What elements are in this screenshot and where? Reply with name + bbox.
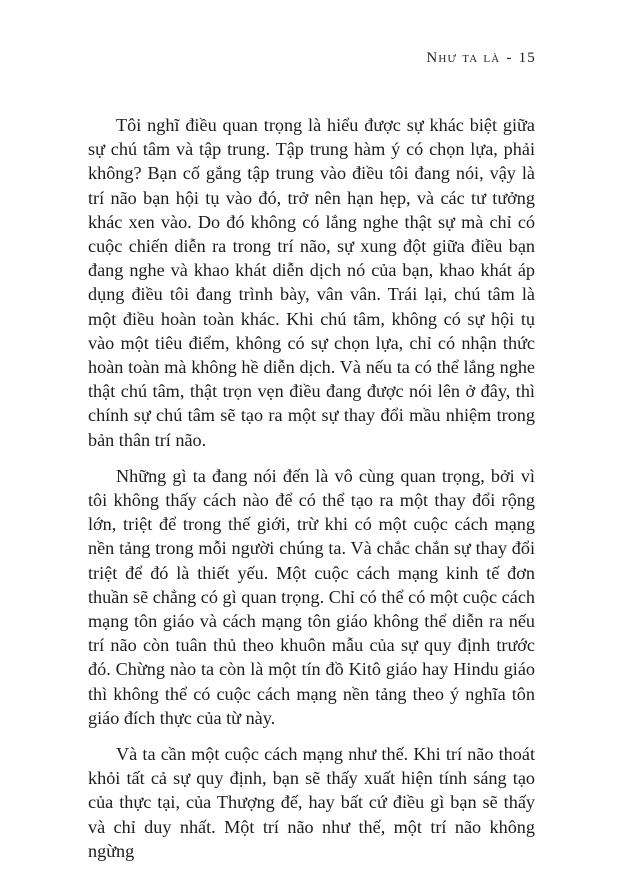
body-text <box>88 113 535 863</box>
page-number: 15 <box>518 50 536 66</box>
running-header-title: Như ta là <box>426 50 501 66</box>
paragraph-3: Và ta cần một cuộc cách mạng như thế. Khi trí não thoát khỏi tất cả sự quy định, bạn sẽ thấy xuất hiện tính sáng tạo của thực tại, của Thượng đế, hay bất cứ điều gì bạn sẽ thấy và chỉ duy nhất. Một trí não như thế, một trí não không ngừng <box>88 744 535 861</box>
paragraph-1: Tôi nghĩ điều quan trọng là hiểu được sự khác biệt giữa sự chú tâm và tập trung. Tập trung hàm ý có chọn lựa, phải không? Bạn cố gắng tập trung vào điều tôi đang nói, vậy là trí não bạn hội tụ vào đó, trở nên hạn hẹp, và các tư tưởng khác xen vào. Do đó không có lắng nghe thật sự mà chỉ có cuộc chiến diễn ra trong trí não, sự xung đột giữa điều bạn đang nghe và khao khát diễn dịch nó của bạn, khao khát áp dụng điều tôi đang trình bày, vân vân. Trái lại, chú tâm là một điều hoàn toàn khác. Khi chú tâm, không có sự hội tụ vào một tiêu điểm, không có sự chọn lựa, chỉ có nhận thức hoàn toàn mà không hề diễn dịch. Và nếu ta có thể lắng nghe thật chú tâm, thật trọn vẹn điều đang được nói lên ở đây, thì chính sự chú tâm sẽ tạo ra một sự thay đổi mầu nhiệm trong bản thân trí não. <box>88 115 535 450</box>
running-header-separator: - <box>506 50 513 66</box>
running-header <box>426 50 536 67</box>
paragraph-2: Những gì ta đang nói đến là vô cùng quan trọng, bởi vì tôi không thấy cách nào để có thể tạo ra một thay đổi rộng lớn, triệt để trong thế giới, trừ khi có một cuộc cách mạng nền tảng trong mỗi người chúng ta. Và chắc chắn sự thay đổi triệt để đó là thiết yếu. Một cuộc cách mạng kinh tế đơn thuần sẽ chẳng có gì quan trọng. Chỉ có thể có một cuộc cách mạng tôn giáo và cách mạng tôn giáo không thể diễn ra nếu trí não còn tuân thủ theo khuôn mẫu của sự quy định trước đó. Chừng nào ta còn là một tín đồ Kitô giáo hay Hindu giáo thì không thể có cuộc cách mạng nền tảng theo ý nghĩa tôn giáo đích thực của từ này. <box>88 465 535 728</box>
